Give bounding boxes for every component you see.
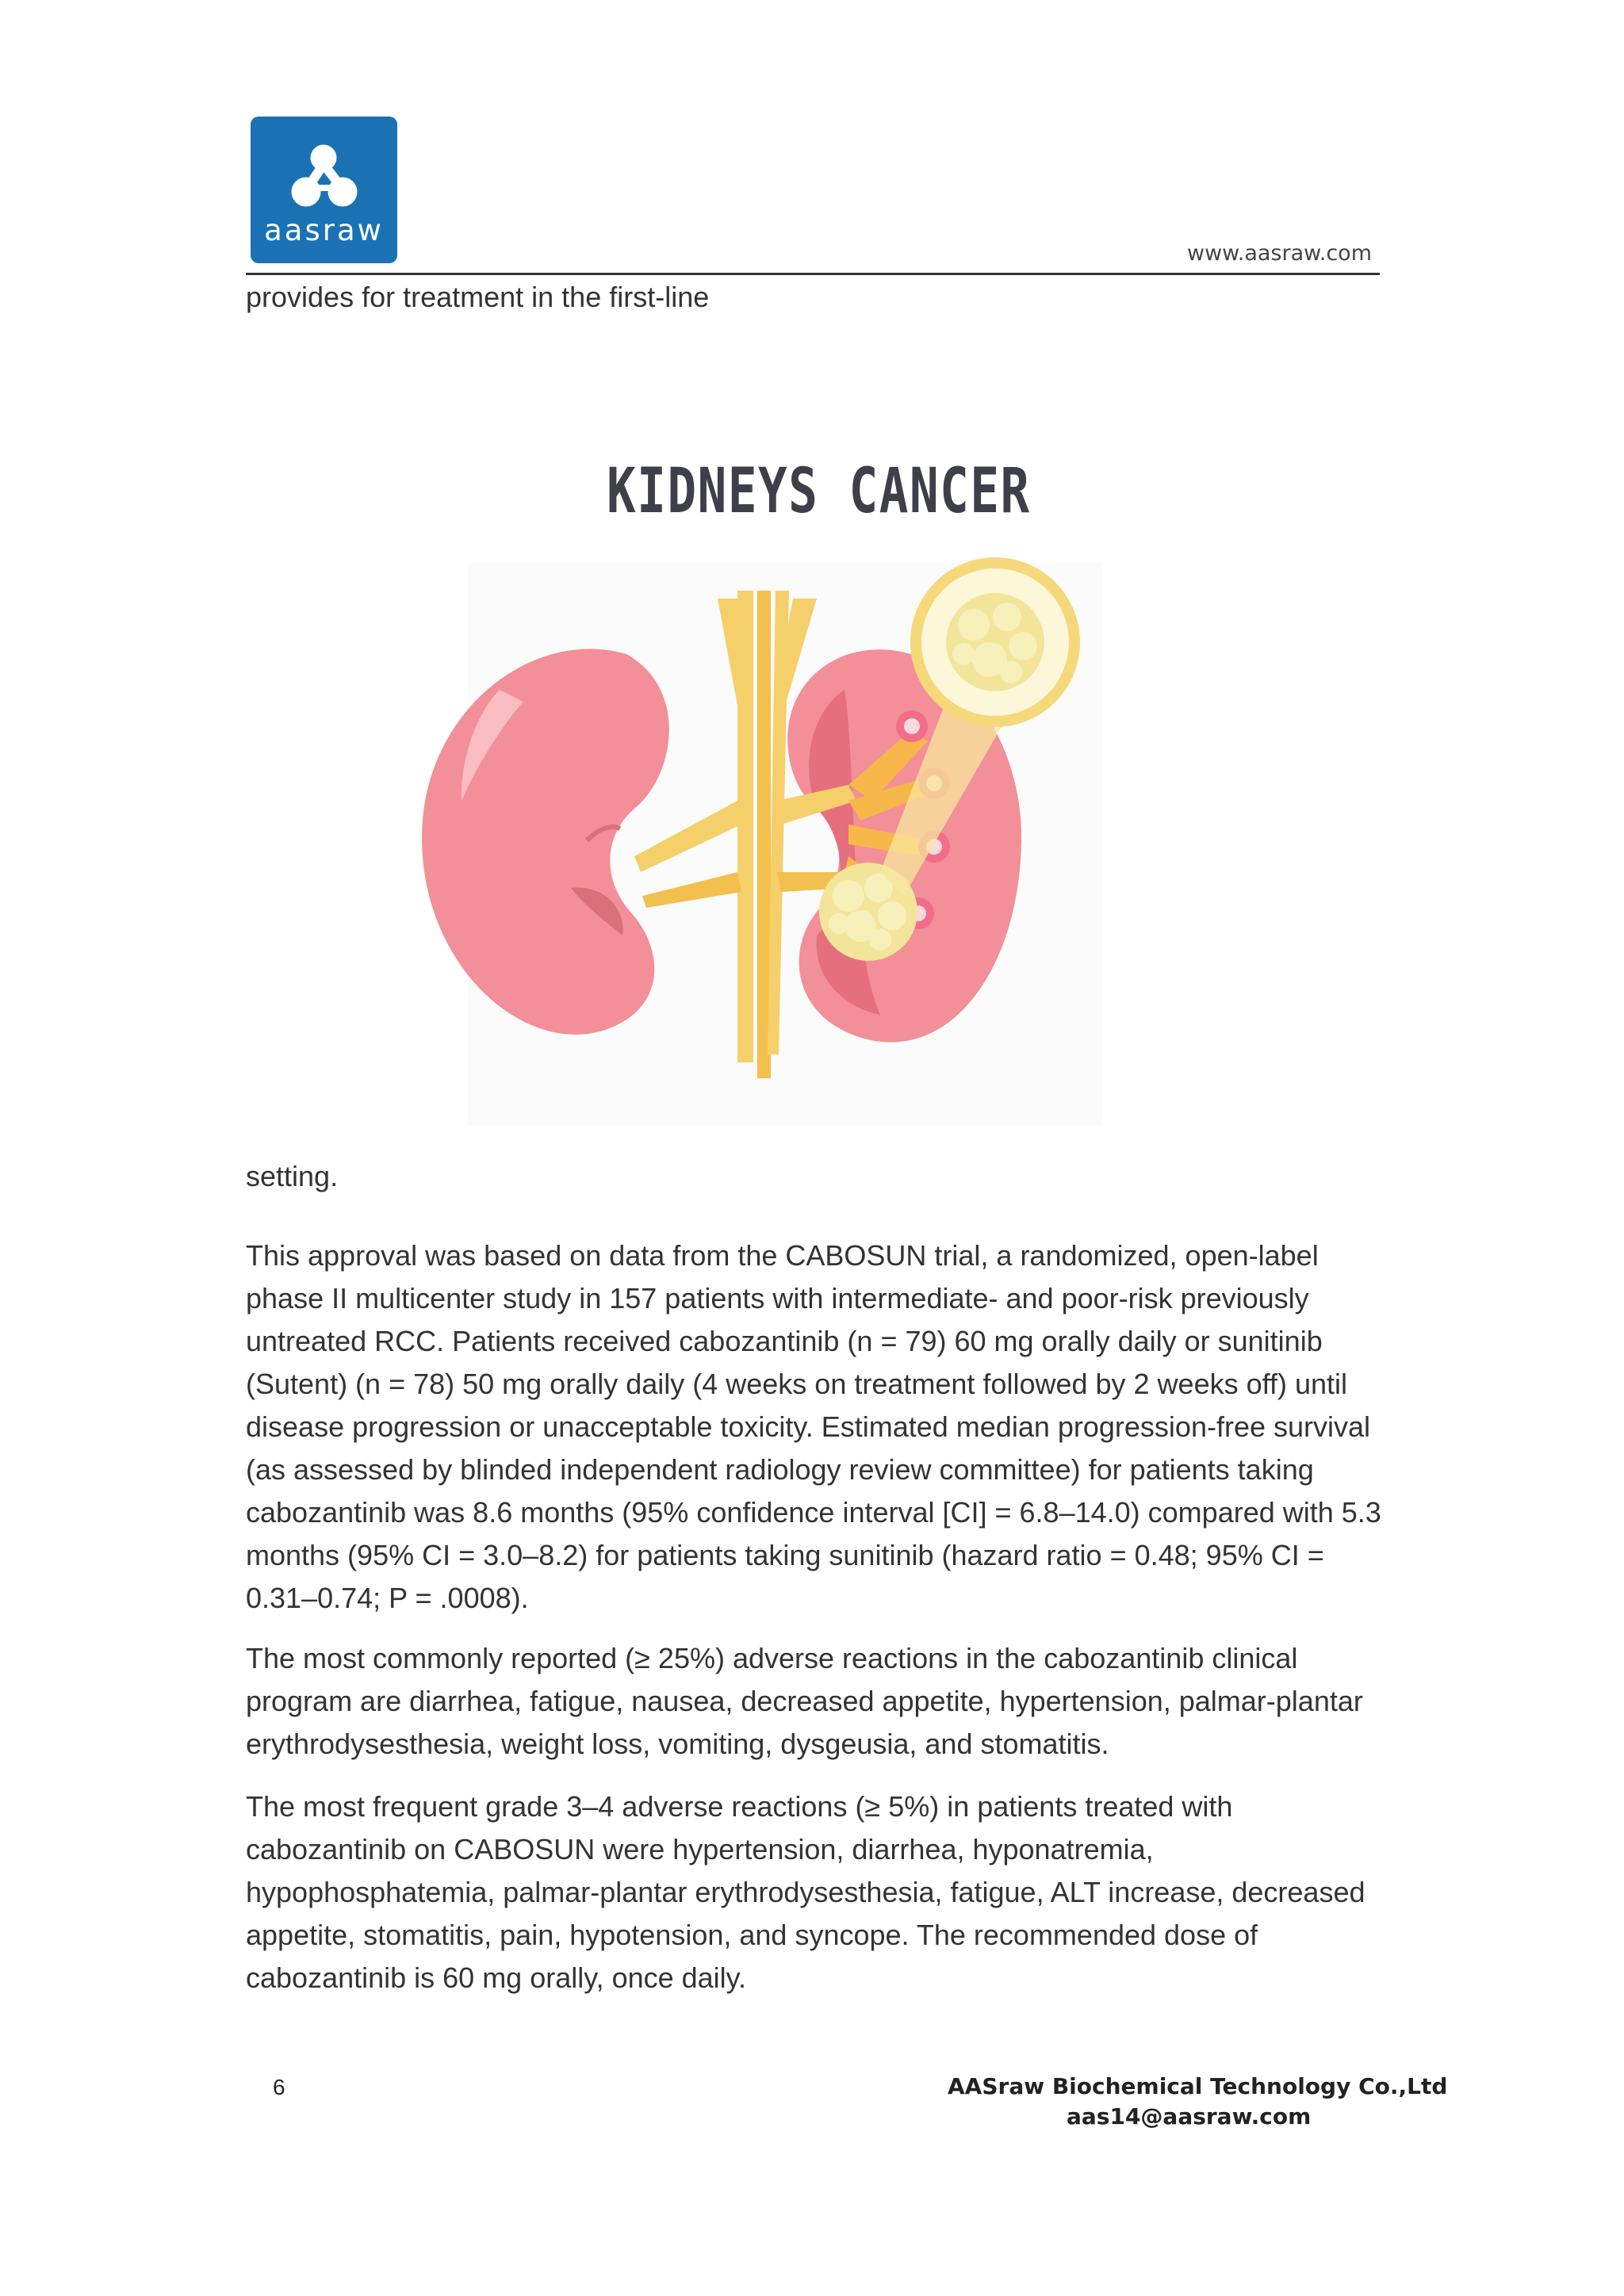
text-line: cabozantinib on CABOSUN were hypertension, diarrhea, hyponatremia, (246, 1833, 1154, 1866)
text-line: program are diarrhea, fatigue, nausea, decreased appetite, hypertension, palmar-plantar (246, 1685, 1363, 1717)
illustration-title: KIDNEYS CANCER (607, 456, 1031, 527)
paragraph-cabosun-trial (246, 1234, 1388, 1620)
text-line: disease progression or unacceptable toxicity. Estimated median progression-free survival (246, 1410, 1371, 1443)
kidneys-icon (404, 428, 1166, 1126)
text-line: months (95% CI = 3.0–8.2) for patients taking sunitinib (hazard ratio = 0.48; 95% CI = (246, 1539, 1324, 1571)
header-divider (246, 273, 1380, 275)
footer-email: aas14@aasraw.com (1067, 2103, 1312, 2130)
kidney-cancer-illustration (404, 428, 1166, 1126)
site-url: www.aasraw.com (1186, 241, 1372, 266)
text-line: The most frequent grade 3–4 adverse reactions (≥ 5%) in patients treated with (246, 1790, 1233, 1823)
logo-wordmark: aasraw (264, 213, 384, 247)
text-line: (Sutent) (n = 78) 50 mg orally daily (4 weeks on treatment followed by 2 weeks off) until (246, 1368, 1348, 1400)
text-line: untreated RCC. Patients received cabozantinib (n = 79) 60 mg orally daily or sunitinib (246, 1325, 1323, 1357)
text-line: cabozantinib is 60 mg orally, once daily. (246, 1961, 747, 1994)
text-line: appetite, stomatitis, pain, hypotension, and syncope. The recommended dose of (246, 1919, 1258, 1951)
paragraph-grade-3-4-reactions (246, 1785, 1388, 1999)
text-line: erythrodysesthesia, weight loss, vomiting, dysgeusia, and stomatitis. (246, 1728, 1109, 1760)
text-line: (as assessed by blinded independent radiology review committee) for patients taking (246, 1453, 1314, 1486)
footer-company: AASraw Biochemical Technology Co.,Ltd (948, 2073, 1448, 2099)
text-line: setting. (246, 1160, 339, 1192)
intro-text (246, 276, 1388, 319)
text-line: hypophosphatemia, palmar-plantar erythrodysesthesia, fatigue, ALT increase, decreased (246, 1876, 1365, 1908)
text-line: cabozantinib was 8.6 months (95% confidence interval [CI] = 6.8–14.0) compared with 5.3 (246, 1496, 1381, 1529)
text-line: This approval was based on data from the CABOSUN trial, a randomized, open-label (246, 1239, 1319, 1272)
page-number: 6 (273, 2075, 285, 2099)
text-line: phase II multicenter study in 157 patients with intermediate- and poor-risk previously (246, 1282, 1309, 1314)
text-line: 0.31–0.74; P = .0008). (246, 1582, 529, 1614)
text-line: The most commonly reported (≥ 25%) adverse reactions in the cabozantinib clinical (246, 1642, 1298, 1674)
continuation-text (246, 1155, 1388, 1198)
company-logo (251, 117, 397, 263)
text-line: provides for treatment in the first-line (246, 281, 710, 313)
paragraph-adverse-reactions (246, 1637, 1388, 1766)
